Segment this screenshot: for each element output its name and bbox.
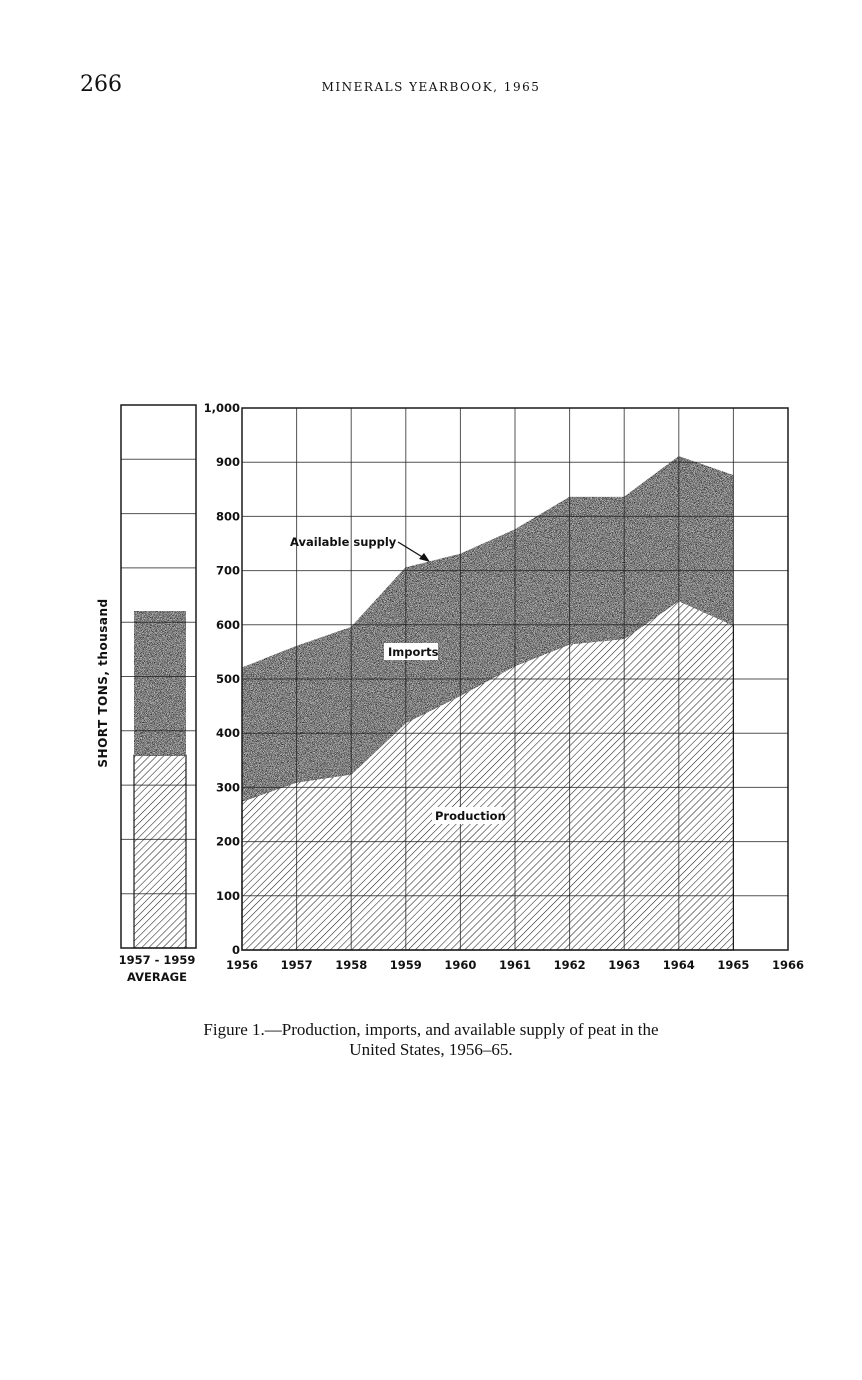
y-tick-label: 100 <box>215 888 240 903</box>
y-tick-label: 800 <box>215 509 240 524</box>
y-tick-label: 900 <box>215 455 240 470</box>
x-tick-label: 1957 <box>280 958 313 972</box>
x-tick-label: 1959 <box>389 958 422 972</box>
y-tick-labels <box>204 401 240 957</box>
caption-line-1: Figure 1.—Production, imports, and available supply of peat in the <box>203 1020 659 1039</box>
y-axis-label: SHORT TONS, thousand <box>96 598 110 768</box>
running-title: MINERALS YEARBOOK, 1965 <box>321 80 541 94</box>
x-tick-label: 1965 <box>717 958 750 972</box>
average-label-line2: AVERAGE <box>127 970 187 984</box>
annotation-production <box>432 807 506 824</box>
y-tick-label: 600 <box>215 617 240 632</box>
x-tick-label: 1966 <box>771 958 805 972</box>
x-tick-label: 1963 <box>608 958 641 972</box>
imports-label: Imports <box>388 645 439 659</box>
y-tick-label: 0 <box>231 943 240 957</box>
x-tick-label: 1961 <box>498 958 532 972</box>
x-tick-label: 1962 <box>553 958 586 972</box>
y-tick-label: 300 <box>215 780 240 795</box>
x-tick-label: 1964 <box>662 958 695 972</box>
x-tick-label: 1956 <box>225 958 259 972</box>
annotation-imports <box>384 643 439 660</box>
average-label-line1: 1957 - 1959 <box>118 953 196 967</box>
y-tick-label: 700 <box>215 563 240 578</box>
available-supply-label: Available supply <box>290 535 397 549</box>
production-label: Production <box>435 809 506 823</box>
average-production-bar <box>134 755 186 948</box>
y-tick-label: 500 <box>215 672 240 686</box>
page-number: 266 <box>80 72 122 97</box>
x-tick-labels <box>226 958 804 972</box>
caption-line-2: United States, 1956–65. <box>349 1040 513 1059</box>
y-tick-label: 200 <box>215 834 240 849</box>
figure-caption <box>0 1020 862 1060</box>
x-tick-label: 1960 <box>444 958 477 972</box>
average-imports-bar <box>134 611 186 755</box>
y-tick-label: 400 <box>215 726 240 741</box>
x-tick-label: 1958 <box>335 958 368 972</box>
y-tick-label: 1,000 <box>203 401 240 415</box>
